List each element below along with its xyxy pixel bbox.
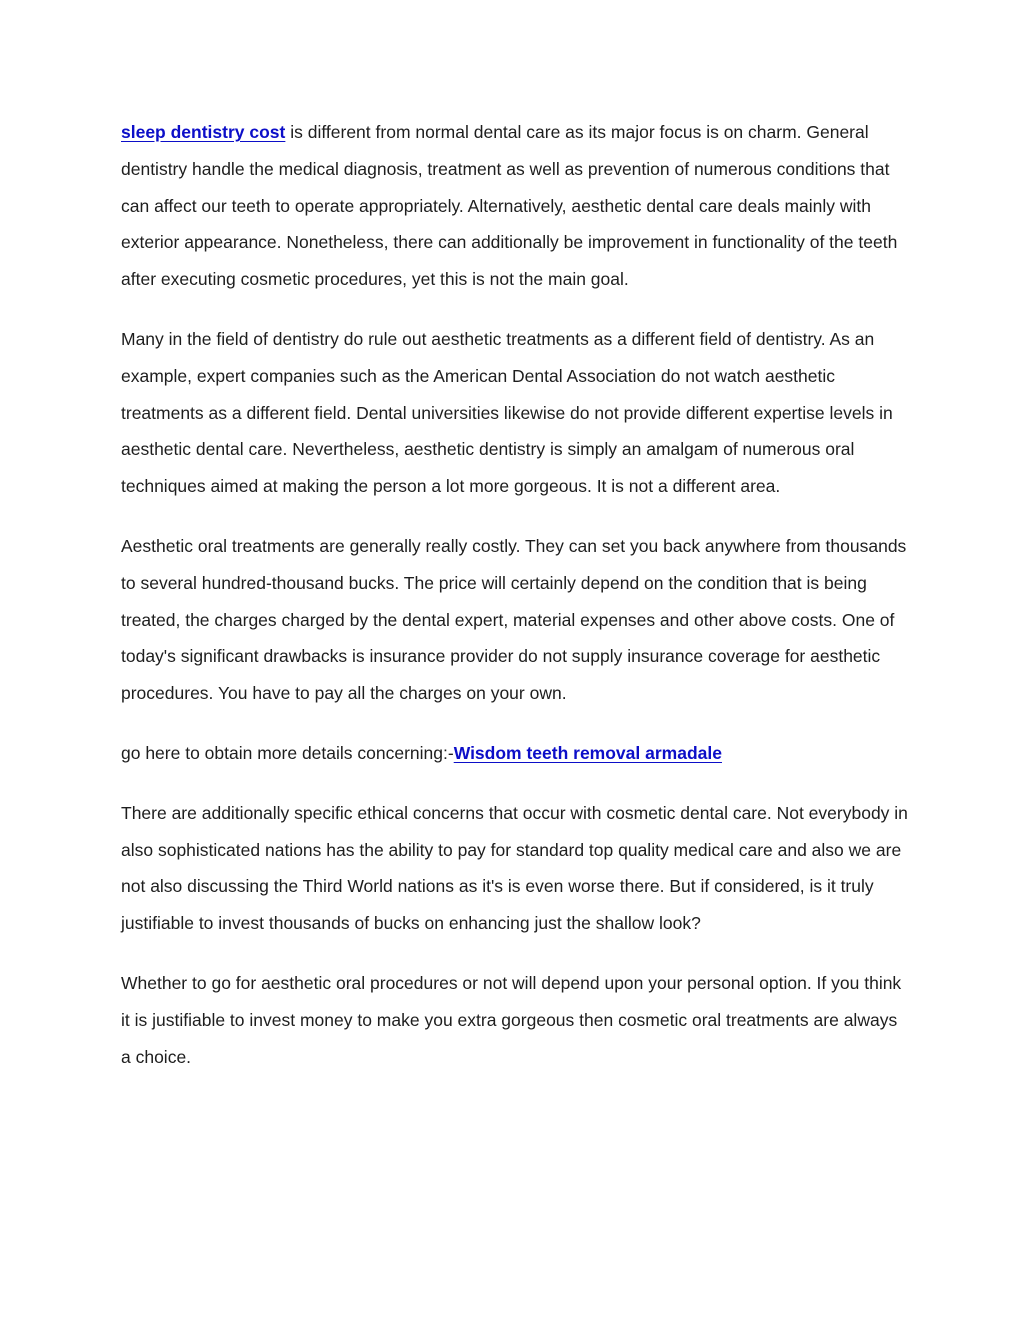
more-details-text: go here to obtain more details concerning:- <box>121 742 454 763</box>
paragraph-ethical-concerns: There are additionally specific ethical concerns that occur with cosmetic dental care. Not everybody in also sophisticated nations has the ability to pay for standard top quality medical care and also we are not also discussing the Third World nations as it's is even worse there. But if considered, is it truly justifiable to invest thousands of bucks on enhancing just the shallow look? <box>121 802 908 934</box>
document-body <box>121 114 911 1098</box>
paragraph-intro-text: is different from normal dental care as its major focus is on charm. General dentistry handle the medical diagnosis, treatment as well as prevention of numerous conditions that can affect our teeth to operate appropriately. Alternatively, aesthetic dental care deals mainly with exterior appearance. Nonetheless, there can additionally be improvement in functionality of the teeth after executing cosmetic procedures, yet this is not the main goal. <box>121 122 898 290</box>
paragraph-conclusion: Whether to go for aesthetic oral procedures or not will depend upon your personal option. If you think it is justifiable to invest money to make you extra gorgeous then cosmetic oral treatments are always a choice. <box>121 972 902 1067</box>
paragraph-costs: Aesthetic oral treatments are generally really costly. They can set you back anywhere from thousands to several hundred-thousand bucks. The price will certainly depend on the condition that is being treated, the charges charged by the dental expert, material expenses and other above costs. One of today's significant drawbacks is insurance provider do not supply insurance coverage for aesthetic procedures. You have to pay all the charges on your own. <box>121 535 907 704</box>
paragraph-more-details <box>121 735 911 772</box>
paragraph-field-of-dentistry: Many in the field of dentistry do rule out aesthetic treatments as a different field of dentistry. As an example, expert companies such as the American Dental Association do not watch aesthetic treatments as a different field. Dental universities likewise do not provide different expertise levels in aesthetic dental care. Nevertheless, aesthetic dentistry is simply an amalgam of numerous oral techniques aimed at making the person a lot more gorgeous. It is not a different area. <box>121 328 893 497</box>
wisdom-teeth-removal-link[interactable]: Wisdom teeth removal armadale <box>453 742 722 763</box>
sleep-dentistry-cost-link[interactable]: sleep dentistry cost <box>121 122 286 142</box>
paragraph-intro <box>121 114 911 298</box>
